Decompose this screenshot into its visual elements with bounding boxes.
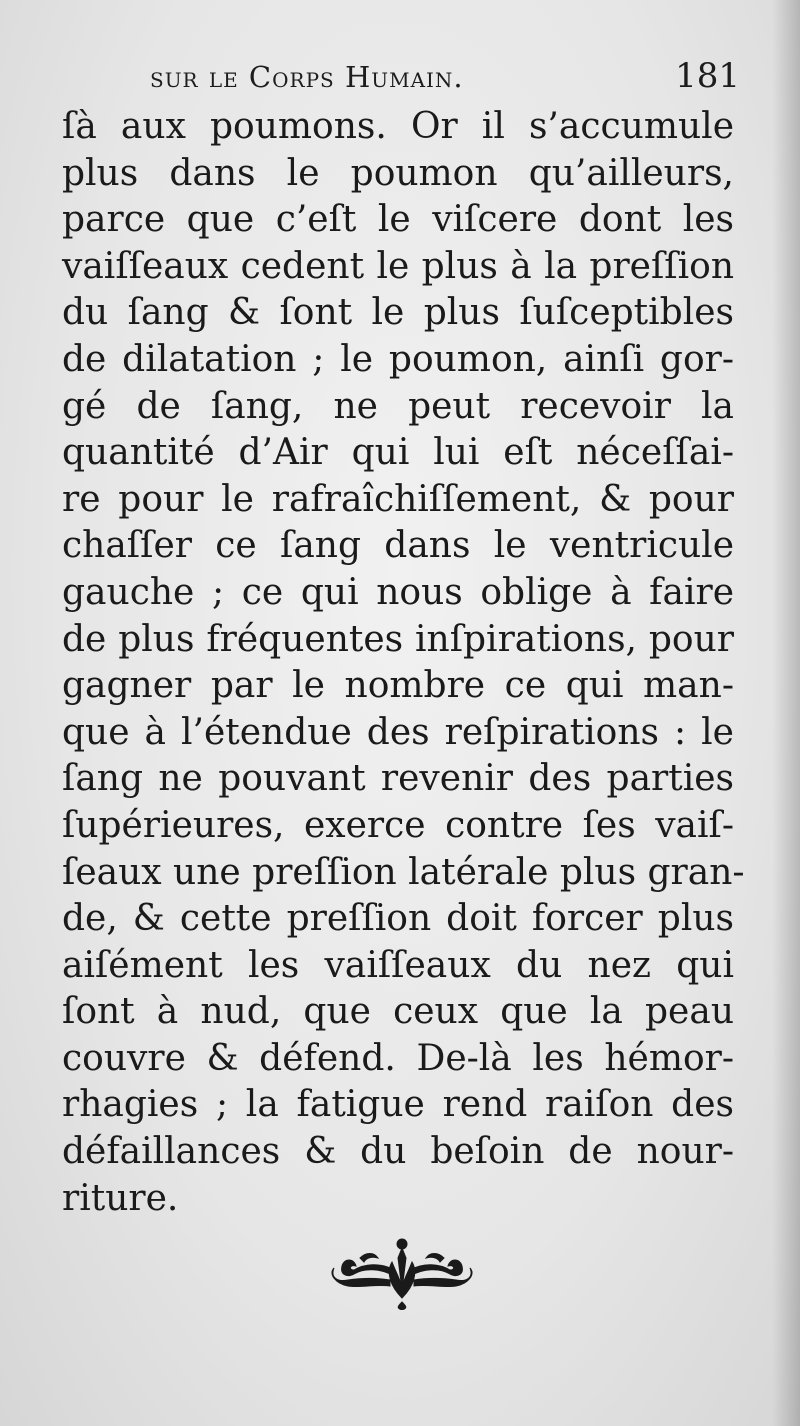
text-line: que à l’étendue des reſpirations : le xyxy=(62,711,734,753)
text-line: ſang ne pouvant revenir des parties xyxy=(62,758,734,800)
text-line: vaiſſeaux cedent le plus à la preſſion xyxy=(62,245,734,287)
text-line: du ſang & ſont le plus ſuſceptibles xyxy=(62,292,734,334)
text-line: ſà aux poumons. Or il s’accumule xyxy=(62,106,734,147)
text-line-last: riture. xyxy=(62,1177,179,1219)
page-edge-shadow xyxy=(772,0,800,1426)
text-line: rhagies ; la fatigue rend raiſon des xyxy=(62,1084,734,1126)
text-line: quantité d’Air qui lui eſt néceſſai- xyxy=(62,432,734,474)
running-title: sur le Corps Humain. xyxy=(150,60,464,94)
text-line: de plus fréquentes inſpirations, pour xyxy=(62,618,734,660)
text-line: aiſément les vaiſſeaux du nez qui xyxy=(62,944,734,986)
running-head xyxy=(150,52,740,102)
text-line: gé de ſang, ne peut recevoir la xyxy=(62,385,734,427)
text-line: gagner par le nombre ce qui man- xyxy=(62,665,734,707)
fleuron-ornament-icon xyxy=(320,1228,484,1310)
body-text xyxy=(62,104,745,1222)
text-line: de, & cette preſſion doit forcer plus xyxy=(62,898,734,940)
text-line: parce que c’eſt le viſcere dont les xyxy=(62,199,734,241)
text-line: de dilatation ; le poumon, ainſi gor- xyxy=(62,338,734,380)
text-line: couvre & défend. De-là les hémor- xyxy=(62,1037,734,1079)
text-line: défaillances & du beſoin de nour- xyxy=(62,1131,734,1173)
text-line: ſeaux une preſſion latérale plus gran- xyxy=(62,851,745,893)
text-line: plus dans le poumon qu’ailleurs, xyxy=(62,152,734,194)
page-number: 181 xyxy=(675,56,740,96)
text-line: chaſſer ce ſang dans le ventricule xyxy=(62,525,734,567)
text-line: re pour le rafraîchiſſement, & pour xyxy=(62,478,734,520)
text-line: ſont à nud, que ceux que la peau xyxy=(62,991,734,1033)
text-line: ſupérieures, exerce contre ſes vaiſ- xyxy=(62,804,734,846)
text-line: gauche ; ce qui nous oblige à faire xyxy=(62,571,734,613)
